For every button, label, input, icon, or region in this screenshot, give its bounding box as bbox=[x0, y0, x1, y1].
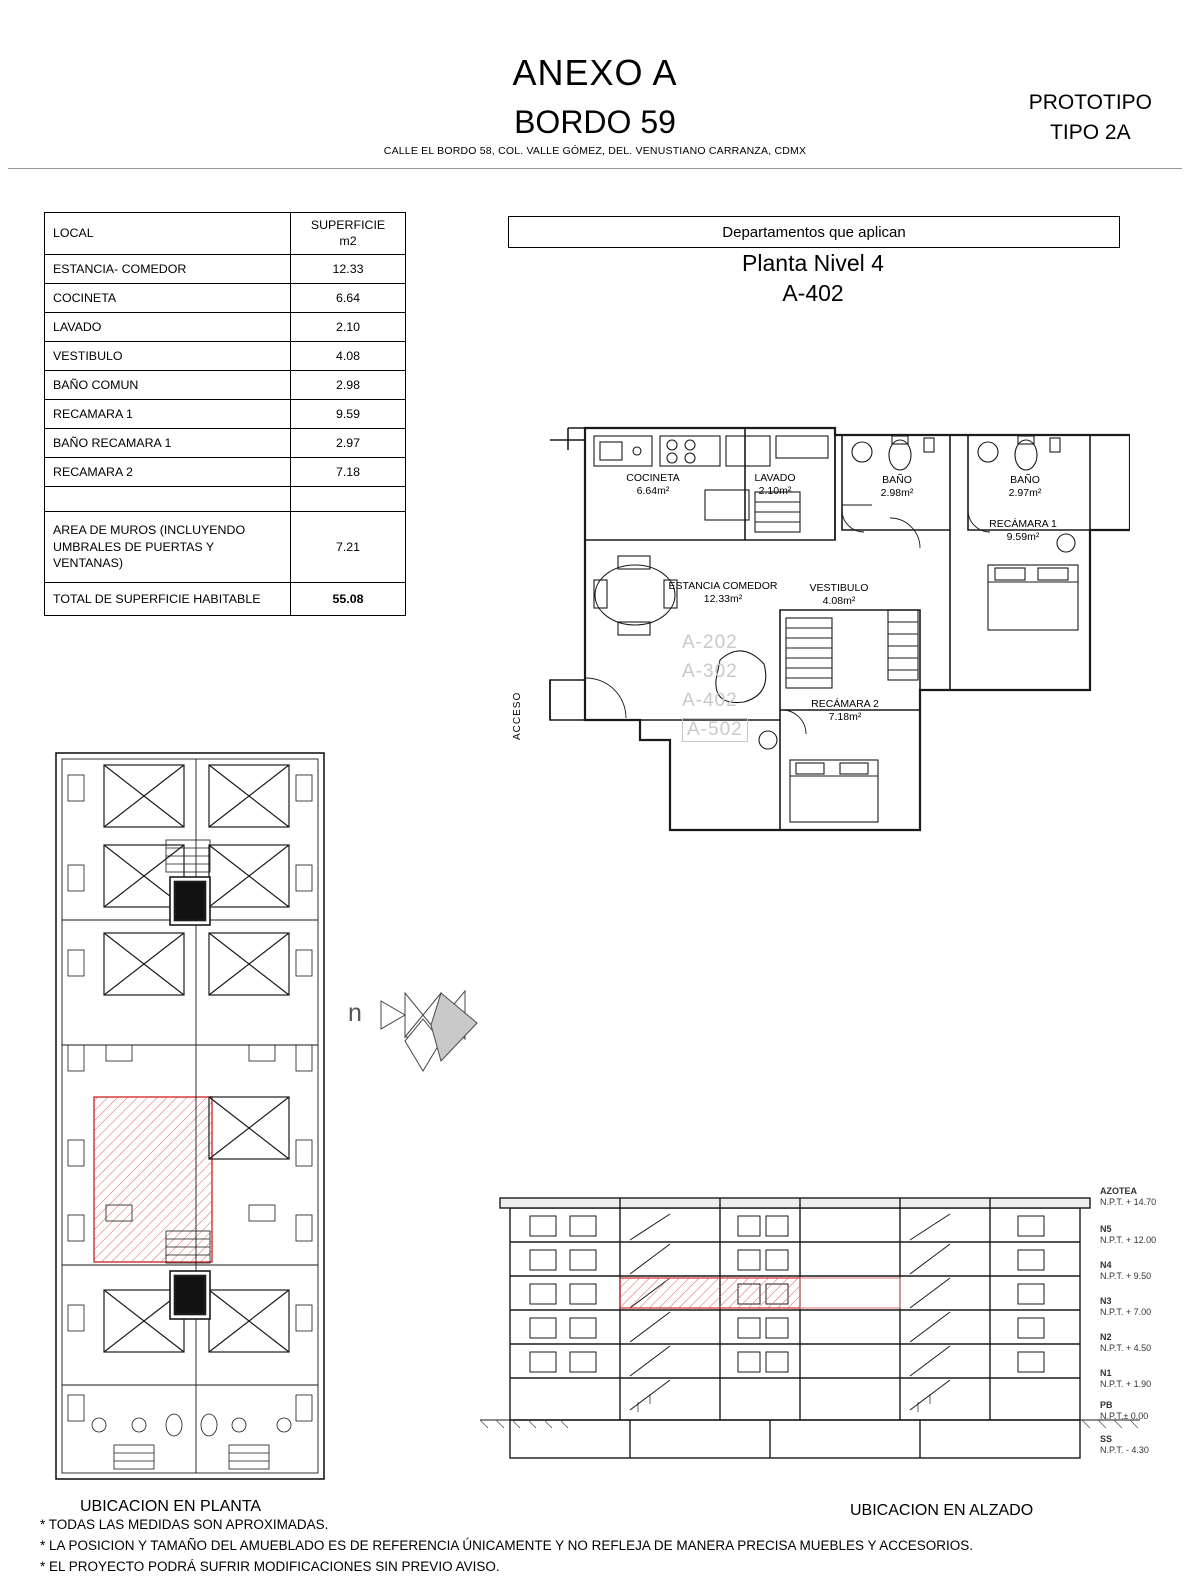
page-title: ANEXO A bbox=[512, 52, 678, 93]
room-name: ESTANCIA COMEDOR bbox=[668, 580, 778, 592]
prototype-block bbox=[1029, 88, 1152, 149]
header-divider bbox=[8, 168, 1182, 169]
highlighted-unit bbox=[94, 1097, 212, 1262]
highlighted-unit-elevation-outline bbox=[800, 1278, 900, 1308]
table-row bbox=[45, 429, 406, 458]
applies-box bbox=[508, 216, 1120, 248]
row-local: VESTIBULO bbox=[45, 342, 291, 371]
row-value: 12.33 bbox=[291, 255, 406, 284]
level-tag bbox=[1100, 1434, 1160, 1457]
note-line: * EL PROYECTO PODRÁ SUFRIR MODIFICACIONES SIN PREVIO AVISO. bbox=[40, 1559, 500, 1575]
room-label-bano-recamara bbox=[980, 474, 1070, 500]
table-row bbox=[45, 458, 406, 487]
level-value: N.P.T. - 4.30 bbox=[1100, 1445, 1149, 1456]
row-local: RECAMARA 2 bbox=[45, 458, 291, 487]
row-value: 7.18 bbox=[291, 458, 406, 487]
north-arrow-svg bbox=[345, 975, 495, 1100]
ghost-unit-a202: A-202 bbox=[682, 632, 738, 653]
level-name: SS bbox=[1100, 1434, 1113, 1444]
row-value: 6.64 bbox=[291, 284, 406, 313]
level-tag bbox=[1100, 1368, 1160, 1391]
table-row bbox=[45, 313, 406, 342]
room-name: BAÑO bbox=[882, 474, 912, 486]
notes-block bbox=[40, 1515, 973, 1578]
level-value: N.P.T. + 7.00 bbox=[1100, 1307, 1152, 1318]
row-local: AREA DE MUROS (INCLUYENDO UMBRALES DE PUERTAS Y VENTANAS) bbox=[45, 512, 291, 583]
table-row-walls bbox=[45, 512, 406, 583]
building-elevation-svg bbox=[470, 1180, 1150, 1470]
room-label-vestibulo bbox=[784, 582, 894, 608]
table-row bbox=[45, 342, 406, 371]
north-arrow bbox=[345, 975, 495, 1100]
row-local: BAÑO COMUN bbox=[45, 371, 291, 400]
row-value: 4.08 bbox=[291, 342, 406, 371]
ghost-unit-a302: A-302 bbox=[682, 661, 738, 682]
room-area: 2.98m² bbox=[880, 487, 914, 500]
applies-title: Departamentos que aplican bbox=[722, 223, 906, 241]
room-area: 7.18m² bbox=[828, 711, 862, 724]
spacer-value bbox=[291, 487, 406, 512]
level-name: AZOTEA bbox=[1100, 1186, 1137, 1196]
row-local: ESTANCIA- COMEDOR bbox=[45, 255, 291, 284]
note-line: * TODAS LAS MEDIDAS SON APROXIMADAS. bbox=[40, 1517, 329, 1533]
row-value: 2.97 bbox=[291, 429, 406, 458]
row-local: BAÑO RECAMARA 1 bbox=[45, 429, 291, 458]
row-local: LAVADO bbox=[45, 313, 291, 342]
level-value: N.P.T. + 12.00 bbox=[1100, 1235, 1157, 1246]
plan-unit-label: A-402 bbox=[782, 280, 844, 306]
table-row bbox=[45, 371, 406, 400]
plan-level-label: Planta Nivel 4 bbox=[742, 250, 884, 276]
room-name: COCINETA bbox=[626, 472, 680, 484]
header-superficie-line1: SUPERFICIE bbox=[310, 218, 386, 232]
room-name: RECÁMARA 1 bbox=[989, 518, 1057, 530]
room-label-bano-comun bbox=[852, 474, 942, 500]
row-local: TOTAL DE SUPERFICIE HABITABLE bbox=[45, 583, 291, 616]
row-local: COCINETA bbox=[45, 284, 291, 313]
room-area: 6.64m² bbox=[636, 485, 670, 498]
level-tag bbox=[1100, 1224, 1160, 1247]
level-name: PB bbox=[1100, 1400, 1113, 1410]
room-label-recamara-2 bbox=[790, 698, 900, 724]
row-value: 7.21 bbox=[291, 512, 406, 583]
table-row bbox=[45, 284, 406, 313]
building-plan bbox=[44, 745, 344, 1495]
level-value: N.P.T.± 0.00 bbox=[1100, 1411, 1149, 1422]
room-label-estancia-comedor bbox=[668, 580, 778, 606]
row-value: 2.98 bbox=[291, 371, 406, 400]
row-value: 9.59 bbox=[291, 400, 406, 429]
level-value: N.P.T. + 1.90 bbox=[1100, 1379, 1152, 1390]
areas-table bbox=[44, 212, 406, 616]
building-elevation bbox=[470, 1180, 1157, 1470]
level-tag bbox=[1100, 1332, 1160, 1355]
row-value: 55.08 bbox=[291, 583, 406, 616]
room-area: 4.08m² bbox=[822, 595, 856, 608]
table-row-total bbox=[45, 583, 406, 616]
ghost-unit-a402: A-402 bbox=[682, 690, 738, 711]
room-area: 12.33m² bbox=[703, 593, 743, 606]
level-value: N.P.T. + 9.50 bbox=[1100, 1271, 1152, 1282]
level-value: N.P.T. + 4.50 bbox=[1100, 1343, 1152, 1354]
caption-plan-location: UBICACION EN PLANTA bbox=[80, 1498, 262, 1515]
ghost-unit-a502: A-502 bbox=[682, 718, 748, 742]
page-subtitle: BORDO 59 bbox=[514, 104, 676, 140]
prototype-type: TIPO 2A bbox=[1050, 121, 1131, 145]
level-name: N5 bbox=[1100, 1224, 1112, 1234]
level-name: N2 bbox=[1100, 1332, 1112, 1342]
level-tag bbox=[1100, 1400, 1160, 1423]
page-address: CALLE EL BORDO 58, COL. VALLE GÓMEZ, DEL. VENUSTIANO CARRANZA, CDMX bbox=[383, 145, 807, 157]
unit-floor-plan bbox=[490, 410, 1130, 840]
level-tag bbox=[1100, 1186, 1160, 1209]
level-value: N.P.T. + 14.70 bbox=[1100, 1197, 1157, 1208]
header-local: LOCAL bbox=[45, 213, 291, 255]
table-row bbox=[45, 400, 406, 429]
building-plan-svg bbox=[44, 745, 344, 1495]
room-label-cocineta bbox=[608, 472, 698, 498]
level-tag bbox=[1100, 1260, 1160, 1283]
north-arrow-filled bbox=[431, 993, 477, 1061]
caption-elevation-location: UBICACION EN ALZADO bbox=[850, 1502, 1034, 1519]
room-name: RECÁMARA 2 bbox=[811, 698, 879, 710]
prototype-label: PROTOTIPO bbox=[1028, 91, 1152, 114]
header-superficie bbox=[291, 213, 406, 255]
note-line: * LA POSICION Y TAMAÑO DEL AMUEBLADO ES DE REFERENCIA ÚNICAMENTE Y NO REFLEJA DE MANERA PRECISA MUEBLES Y ACCESORIOS. bbox=[40, 1538, 974, 1554]
level-name: N1 bbox=[1100, 1368, 1112, 1378]
spacer-cell bbox=[45, 487, 291, 512]
row-value: 2.10 bbox=[291, 313, 406, 342]
table-row bbox=[45, 255, 406, 284]
level-name: N4 bbox=[1100, 1260, 1112, 1270]
header-superficie-line2: m2 bbox=[339, 233, 357, 248]
room-name: LAVADO bbox=[754, 472, 796, 484]
acceso-label: ACCESO bbox=[512, 691, 523, 740]
table-header-row bbox=[45, 213, 406, 255]
highlighted-unit-elevation bbox=[620, 1278, 800, 1308]
north-letter: n bbox=[348, 999, 362, 1027]
room-area: 9.59m² bbox=[1006, 531, 1040, 544]
room-label-recamara-1 bbox=[968, 518, 1078, 544]
level-name: N3 bbox=[1100, 1296, 1112, 1306]
room-area: 2.10m² bbox=[758, 485, 792, 498]
room-name: VESTIBULO bbox=[809, 582, 869, 594]
room-label-lavado bbox=[730, 472, 820, 498]
row-local: RECAMARA 1 bbox=[45, 400, 291, 429]
room-name: BAÑO bbox=[1010, 474, 1040, 486]
room-area: 2.97m² bbox=[1008, 487, 1042, 500]
table-spacer-row bbox=[45, 487, 406, 512]
level-tag bbox=[1100, 1296, 1160, 1319]
